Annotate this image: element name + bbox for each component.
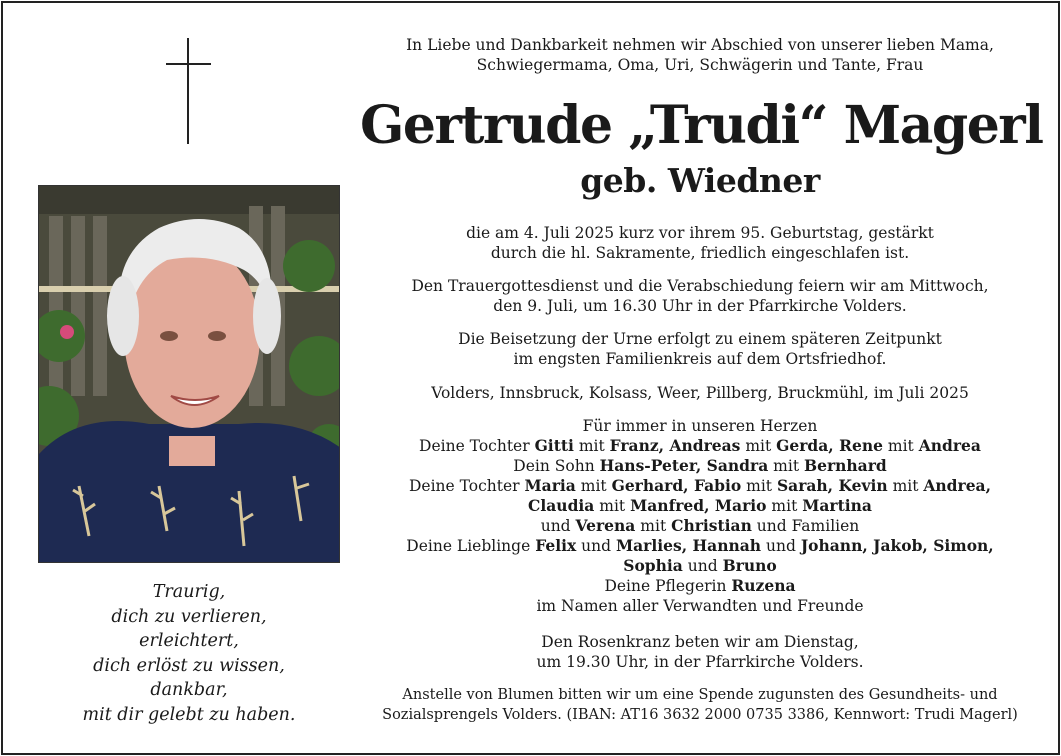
rosary-line: um 19.30 Uhr, in der Pfarrkirche Volders. <box>536 653 864 671</box>
poem-line: dich zu verlieren, <box>111 606 267 627</box>
intro-line: In Liebe und Dankbarkeit nehmen wir Abschied von unserer lieben Mama, <box>406 36 994 54</box>
service-line: Den Trauergottesdienst und die Verabschiedung feiern wir am Mittwoch, <box>411 277 989 295</box>
donation-info <box>360 685 1040 725</box>
family-line: Claudia mit Manfred, Mario mit Martina <box>528 496 872 515</box>
poem-line: erleichtert, <box>139 631 239 651</box>
family-line: Dein Sohn Hans-Peter, Sandra mit Bernhard <box>513 456 887 475</box>
death-notice-line: durch die hl. Sakramente, friedlich eingeschlafen ist. <box>490 244 910 262</box>
deceased-name <box>360 90 1043 162</box>
poem <box>38 580 340 727</box>
rosary-line: Den Rosenkranz beten wir am Dienstag, <box>541 633 859 651</box>
poem-line: mit dir gelebt zu haben. <box>82 704 296 725</box>
rosary-info <box>360 632 1040 672</box>
service-info <box>360 276 1040 316</box>
family-line: Deine Pflegerin Ruzena <box>604 576 796 595</box>
poem-line: Traurig, <box>152 582 226 602</box>
family-line: Deine Tochter Gitti mit Franz, Andreas mit Gerda, Rene mit Andrea <box>419 436 981 455</box>
family-closing: im Namen aller Verwandten und Freunde <box>536 597 864 615</box>
places-date-text: Volders, Innsbruck, Kolsass, Weer, Pillberg, Bruckmühl, im Juli 2025 <box>431 384 969 402</box>
birth-name <box>360 158 1040 204</box>
portrait-photo <box>38 185 340 563</box>
poem-line: dich erlöst zu wissen, <box>93 655 285 676</box>
deceased-name-text: Gertrude „Trudi“ Magerl <box>360 95 1043 156</box>
death-notice-line: die am 4. Juli 2025 kurz vor ihrem 95. Geburtstag, gestärkt <box>466 224 934 242</box>
service-line: den 9. Juli, um 16.30 Uhr in der Pfarrkirche Volders. <box>493 297 907 315</box>
burial-line: Die Beisetzung der Urne erfolgt zu einem späteren Zeitpunkt <box>458 330 942 348</box>
birth-name-text: geb. Wiedner <box>580 161 820 200</box>
family-line: Deine Lieblinge Felix und Marlies, Hannah und Johann, Jakob, Simon, <box>406 536 994 555</box>
donation-line: Anstelle von Blumen bitten wir um eine Spende zugunsten des Gesundheits- und <box>402 687 998 703</box>
intro-text <box>360 35 1040 75</box>
family-line: Deine Tochter Maria mit Gerhard, Fabio mit Sarah, Kevin mit Andrea, <box>409 476 991 495</box>
intro-line: Schwiegermama, Oma, Uri, Schwägerin und Tante, Frau <box>476 56 924 74</box>
burial-info <box>360 329 1040 369</box>
burial-line: im engsten Familienkreis auf dem Ortsfriedhof. <box>513 350 887 368</box>
family-list <box>360 416 1040 616</box>
poem-line: dankbar, <box>150 680 228 700</box>
family-line: Sophia und Bruno <box>623 556 777 575</box>
death-notice <box>360 223 1040 263</box>
family-heading: Für immer in unseren Herzen <box>582 417 818 435</box>
family-line: und Verena mit Christian und Familien <box>540 516 860 535</box>
donation-line: Sozialsprengels Volders. (IBAN: AT16 3632 2000 0735 3386, Kennwort: Trudi Magerl) <box>382 707 1018 723</box>
places-date <box>360 383 1040 403</box>
